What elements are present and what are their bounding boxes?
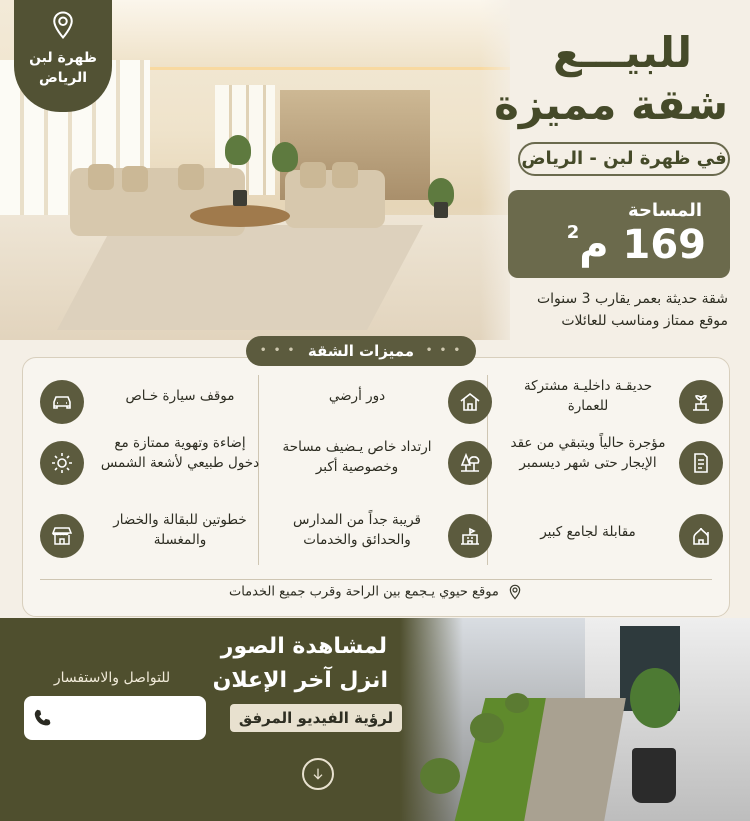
feature-item: دور أرضي: [272, 376, 492, 436]
feature-item: مقابلة لجامع كبير: [503, 510, 723, 570]
headline-apartment: شقة مميزة: [494, 80, 728, 129]
living-room-photo: [0, 0, 510, 340]
location-tag: [14, 0, 112, 112]
footer-line: موقع حيوي يـجمع بين الراحة وقرب جميع الخدمات: [22, 584, 730, 600]
feature-item: خطوتين للبقالة والخضار والمغسلة: [40, 510, 260, 570]
info-panel: [480, 0, 750, 340]
contract-icon: [679, 441, 723, 485]
video-pill: لرؤية الفيديو المرفق: [230, 704, 402, 732]
scroll-down-button[interactable]: [302, 758, 334, 790]
school-icon: [448, 514, 492, 558]
garden-icon: [679, 380, 723, 424]
trees-icon: [448, 441, 492, 485]
feature-item: حديقـة داخليـة مشتركة للعمارة: [503, 376, 723, 436]
location-pin-icon: [507, 584, 523, 600]
area-value: 169 م$^2$: [566, 222, 706, 268]
mosque-icon: [679, 514, 723, 558]
feature-item: ارتداد خاص يـضيف مساحة وخصوصية أكبر: [272, 437, 492, 497]
feature-item: إضاءة وتهوية ممتازة مع دخول طبيعي لأشعة الشمس: [40, 437, 260, 497]
phone-icon: [32, 707, 54, 729]
contact-phone-box[interactable]: [24, 696, 206, 740]
bottom-section: [0, 618, 750, 821]
feature-item: موقف سيارة خـاص: [40, 376, 260, 436]
feature-item: مؤجرة حالياً ويتبقي من عقد الإيجار حتى شهر ديسمبر: [503, 437, 723, 497]
arrow-down-icon: [310, 766, 326, 782]
cta-line-2: انزل آخر الإعلان: [212, 668, 388, 693]
location-tag-text: ظهرة لبن الرياض: [29, 50, 97, 86]
house-icon: [448, 380, 492, 424]
contact-label: للتواصل والاستفسار: [53, 670, 171, 686]
description: شقة حديثة بعمر يقارب 3 سنوات موقع ممتاز ومناسب للعائلات: [536, 291, 728, 329]
sun-icon: [40, 441, 84, 485]
feature-item: قريبة جداً من المدارس والحدائق والخدمات: [272, 510, 492, 570]
area-box: [508, 190, 730, 278]
location-pill: في ظهرة لبن - الرياض: [518, 142, 730, 176]
features-title: • • • مميزات الشقة • • •: [246, 336, 476, 366]
area-label: المساحة: [628, 200, 702, 221]
cta-line-1: لمشاهدة الصور: [220, 634, 387, 659]
car-icon: [40, 380, 84, 424]
location-pin-icon: [48, 10, 78, 40]
shop-icon: [40, 514, 84, 558]
headline-for-sale: للبيـــع: [553, 28, 692, 77]
hero-section: [0, 0, 750, 340]
